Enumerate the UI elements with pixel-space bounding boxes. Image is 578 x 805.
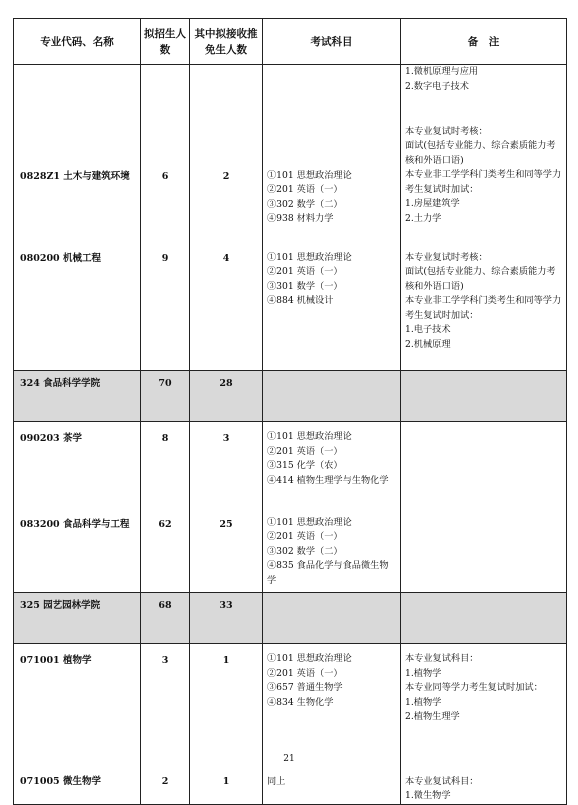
major-enrollment-count: 2 [141, 767, 190, 805]
remark-line: 本专业复试时考核： [405, 125, 488, 137]
exam-subjects [263, 767, 401, 805]
remarks [401, 767, 567, 805]
remarks [401, 118, 567, 238]
exam-subject-item: ①101 思想政治理论 [267, 431, 352, 442]
exam-subjects [263, 422, 401, 508]
remark-line: 1.微机原理与应用 [405, 66, 479, 77]
header-remarks: 备 注 [401, 19, 567, 65]
college-remarks-empty [401, 371, 567, 422]
enrollment-table [13, 18, 567, 805]
exam-subject-item: ①101 思想政治理论 [267, 516, 352, 528]
header-exam-subjects: 考试科目 [263, 19, 401, 65]
major-row [14, 767, 567, 805]
college-enrollment-count: 68 [141, 593, 190, 644]
page-number: 21 [283, 754, 295, 764]
major-enrollment-count [141, 65, 190, 118]
college-row [14, 371, 567, 422]
major-name: 071001 植物学 [14, 644, 141, 767]
major-enrollment-count: 6 [141, 118, 190, 238]
remark-line: 本专业非工学学科门类考生和同等学力考生复试时加试： [405, 295, 562, 321]
major-name: 090203 茶学 [14, 422, 141, 508]
major-enrollment-count: 9 [141, 238, 190, 371]
major-row [14, 65, 567, 118]
major-row [14, 644, 567, 767]
major-row [14, 118, 567, 238]
college-exempt-count: 28 [190, 371, 263, 422]
major-exempt-count: 1 [190, 644, 263, 767]
remark-line: 2.数字电子技术 [405, 80, 469, 92]
major-enrollment-count: 3 [141, 644, 190, 767]
header-planned-enrollment: 拟招生人数 [141, 19, 190, 65]
major-exempt-count: 3 [190, 422, 263, 508]
exam-subject-item: ②201 英语（一） [267, 531, 343, 542]
remarks [401, 644, 567, 767]
major-enrollment-count: 8 [141, 422, 190, 508]
exam-subjects [263, 508, 401, 593]
exam-subject-item: ③301 数学（一） [267, 280, 343, 292]
exam-subject-item: ②201 英语（一） [267, 266, 343, 277]
college-row [14, 593, 567, 644]
exam-subject-item: ③302 数学（二） [267, 198, 343, 210]
remark-line: 面试(包括专业能力、综合素质能力考核和外语口语) [405, 140, 556, 166]
college-name: 324 食品科学学院 [14, 371, 141, 422]
exam-subject-item: 同上 [267, 775, 286, 787]
remarks [401, 238, 567, 371]
exam-subjects [263, 118, 401, 238]
exam-subject-item: ④834 生物化学 [267, 696, 334, 708]
exam-subject-item: ①101 思想政治理论 [267, 169, 352, 181]
table-body [14, 65, 567, 805]
exam-subjects [263, 238, 401, 371]
exam-subject-item: ②201 英语（一） [267, 667, 343, 679]
exam-subject-item: ③302 数学（二） [267, 545, 343, 557]
exam-subject-item: ②201 英语（一） [267, 184, 343, 195]
remark-line: 1.植物学 [405, 696, 442, 708]
major-row [14, 238, 567, 371]
header-exempt-count: 其中拟接收推免生人数 [190, 19, 263, 65]
exam-subject-item: ③315 化学（农） [267, 460, 343, 471]
remark-line: 1.微生物学 [405, 790, 451, 801]
major-exempt-count: 1 [190, 767, 263, 805]
remark-line: 本专业非工学学科门类考生和同等学力考生复试时加试： [405, 169, 562, 195]
remark-line: 1.房屋建筑学 [405, 198, 460, 209]
major-enrollment-count: 62 [141, 508, 190, 593]
college-remarks-empty [401, 593, 567, 644]
exam-subject-item: ④835 食品化学与食品微生物学 [267, 560, 389, 586]
college-subjects-empty [263, 371, 401, 422]
exam-subject-item: ②201 英语（一） [267, 445, 343, 457]
remarks [401, 65, 567, 118]
remark-line: 面试(包括专业能力、综合素质能力考核和外语口语) [405, 266, 556, 292]
remark-line: 本专业复试时考核： [405, 251, 488, 263]
major-row [14, 422, 567, 508]
college-enrollment-count: 70 [141, 371, 190, 422]
major-name: 080200 机械工程 [14, 238, 141, 371]
college-name: 325 园艺园林学院 [14, 593, 141, 644]
major-exempt-count [190, 65, 263, 118]
major-exempt-count: 25 [190, 508, 263, 593]
remarks [401, 422, 567, 508]
major-exempt-count: 2 [190, 118, 263, 238]
table-header-row [14, 19, 567, 65]
college-exempt-count: 33 [190, 593, 263, 644]
major-name: 071005 微生物学 [14, 767, 141, 805]
exam-subject-item: ④884 机械设计 [267, 295, 334, 306]
remark-line: 1.植物学 [405, 667, 442, 679]
exam-subject-item: ④414 植物生理学与生物化学 [267, 474, 389, 486]
college-subjects-empty [263, 593, 401, 644]
major-exempt-count: 4 [190, 238, 263, 371]
exam-subject-item: ③657 普通生物学 [267, 682, 343, 693]
major-name: 083200 食品科学与工程 [14, 508, 141, 593]
remark-line: 1.电子技术 [405, 324, 451, 335]
major-name [14, 65, 141, 118]
exam-subjects [263, 65, 401, 118]
remark-line: 本专业同等学力考生复试时加试： [405, 682, 543, 693]
remark-line: 2.机械原理 [405, 338, 451, 350]
exam-subjects [263, 644, 401, 767]
exam-subject-item: ④938 材料力学 [267, 213, 334, 224]
header-major-code-name: 专业代码、名称 [14, 19, 141, 65]
exam-subject-item: ①101 思想政治理论 [267, 251, 352, 263]
remark-line: 本专业复试科目： [405, 775, 479, 787]
remarks [401, 508, 567, 593]
major-row [14, 508, 567, 593]
major-name: 0828Z1 土木与建筑环境 [14, 118, 141, 238]
remark-line: 2.土力学 [405, 212, 442, 224]
remark-line: 本专业复试科目： [405, 653, 479, 664]
exam-subject-item: ①101 思想政治理论 [267, 653, 352, 664]
remark-line: 2.植物生理学 [405, 711, 460, 722]
